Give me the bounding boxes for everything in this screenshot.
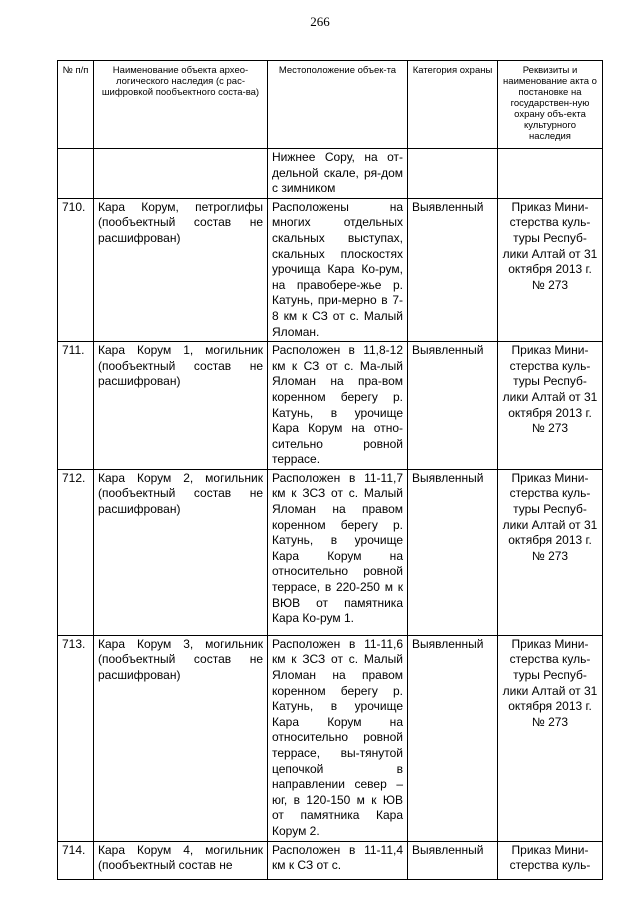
act-requisites: Приказ Мини-стерства куль-туры Респуб-лики Алтай от 31 октября 2013 г. № 273: [498, 469, 603, 635]
object-location: Расположены на многих отдельных скальных выступах, скальных плоскостях урочища Кара Ко-рум, на правобере-жье р. Катунь, при-мерно в 7-8 км к СЗ от с. Малый Яломан.: [268, 198, 408, 341]
row-number: 711.: [58, 342, 94, 470]
object-location: Расположен в 11-11,4 км к СЗ от с.: [268, 841, 408, 879]
object-name: Кара Корум 2, могильник (пообъектный состав не расшифрован): [94, 469, 268, 635]
table-row: [58, 198, 603, 341]
act-requisites: Приказ Мини-стерства куль-туры Респуб-лики Алтай от 31 октября 2013 г. № 273: [498, 635, 603, 841]
act-requisites: Приказ Мини-стерства куль-туры Респуб-лики Алтай от 31 октября 2013 г. № 273: [498, 342, 603, 470]
row-number: [58, 149, 94, 199]
protection-category: Выявленный: [408, 469, 498, 635]
header-category: Категория охраны: [408, 61, 498, 149]
header-location: Местоположение объек-та: [268, 61, 408, 149]
table-row: [58, 342, 603, 470]
row-number: 710.: [58, 198, 94, 341]
act-requisites: Приказ Мини-стерства куль-: [498, 841, 603, 879]
table-row: [58, 841, 603, 879]
header-name: Наименование объекта архео-логического наследия (с рас-шифровкой пообъектного соста-ва): [94, 61, 268, 149]
table-row: [58, 635, 603, 841]
protection-category: Выявленный: [408, 635, 498, 841]
protection-category: Выявленный: [408, 841, 498, 879]
row-number: 714.: [58, 841, 94, 879]
object-location: Расположен в 11,8-12 км к СЗ от с. Ма-лый Яломан на пра-вом коренном берегу р. Катунь, в урочище Кара Корум на отно-сительно ровной террасе.: [268, 342, 408, 470]
table-row: [58, 469, 603, 635]
protection-category: Выявленный: [408, 198, 498, 341]
act-requisites: [498, 149, 603, 199]
row-number: 712.: [58, 469, 94, 635]
object-location: Нижнее Сору, на от-дельной скале, ря-дом с зимником: [268, 149, 408, 199]
header-num: № п/п: [58, 61, 94, 149]
protection-category: Выявленный: [408, 342, 498, 470]
act-requisites: Приказ Мини-стерства куль-туры Респуб-лики Алтай от 31 октября 2013 г. № 273: [498, 198, 603, 341]
object-location: Расположен в 11-11,6 км к ЗСЗ от с. Малый Яломан на правом коренном берегу р. Катунь, в урочище Кара Корум на относительно ровной террасе, вы-тянутой цепочкой в направлении север – юг, в 120-150 м к ЮВ от памятника Кара Корум 2.: [268, 635, 408, 841]
table-row: [58, 149, 603, 199]
header-requisites: Реквизиты и наименование акта о постановке на государствен-ную охрану объ-екта культурного наследия: [498, 61, 603, 149]
object-name: Кара Корум 4, могильник (пообъектный состав не: [94, 841, 268, 879]
object-name: [94, 149, 268, 199]
heritage-registry-table: [57, 60, 603, 880]
object-name: Кара Корум 3, могильник (пообъектный состав не расшифрован): [94, 635, 268, 841]
row-number: 713.: [58, 635, 94, 841]
table-header-row: [58, 61, 603, 149]
page-number: 266: [310, 14, 330, 29]
protection-category: [408, 149, 498, 199]
object-location: Расположен в 11-11,7 км к ЗСЗ от с. Малый Яломан на правом коренном берегу р. Катунь, в урочище Кара Корум на относительно ровной террасе, в 220-250 м к ВЮВ от памятника Кара Ко-рум 1.: [268, 469, 408, 635]
object-name: Кара Корум 1, могильник (пообъектный состав не расшифрован): [94, 342, 268, 470]
object-name: Кара Корум, петроглифы (пообъектный состав не расшифрован): [94, 198, 268, 341]
